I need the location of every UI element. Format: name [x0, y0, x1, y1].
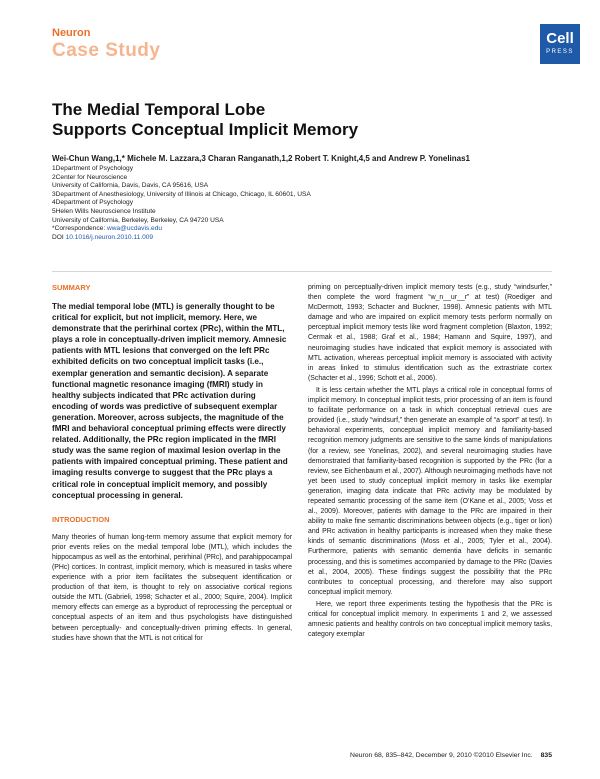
section-type: Case Study — [52, 40, 161, 61]
correspondence-label: *Correspondence: — [52, 225, 107, 233]
summary-heading: SUMMARY — [52, 283, 91, 292]
page-footer — [330, 752, 552, 759]
title-line-1: The Medial Temporal Lobe — [52, 100, 266, 119]
author-list: Wei-Chun Wang,1,* Michele M. Lazzara,3 Charan Ranganath,1,2 Robert T. Knight,4,5 and Andrew P. Yonelinas1 — [52, 154, 471, 163]
introduction-text: Many theories of human long-term memory assume that explicit memory for prior events relies on the medial temporal lobe (MTL), which includes the hippocampus as well as the entorhinal, perirhinal (PRc), and parahippocampal (PHc) cortices. In contrast, implicit memory, which is measured in tasks where experience with a prior item facilitates the subsequent identification or production of that item, is thought to rely on associative cortical regions outside the MTL (Gabrieli, 1998; Schacter et al., 2000; Squire, 2004). Implicit memory effects can emerge as a byproduct of reprocessing the perceptual or conceptual aspects of an item and thus psychologists have distinguished between perceptually- and conceptually-driven priming effects. In general, studies have shown that the MTL is not critical for — [52, 533, 292, 642]
affiliation-line: 5Helen Wills Neuroscience Institute — [52, 207, 156, 215]
affiliation-line: 4Department of Psychology — [52, 199, 133, 207]
logo-sub-text: PRESS — [546, 49, 574, 55]
doi-label: DOI — [52, 233, 66, 241]
journal-name: Neuron — [52, 27, 91, 39]
affiliation-line: University of California, Davis, Davis, CA 95616, USA — [52, 182, 209, 190]
cell-press-logo — [540, 24, 580, 64]
doi-link[interactable]: 10.1016/j.neuron.2010.11.009 — [65, 233, 154, 241]
body-paragraph-2: It is less certain whether the MTL plays a critical role in conceptual forms of implicit memory. In conceptual implicit tests, prior processing of an item is found to facilitate performance on a task in which conceptual retrieval cues are provided (i.e., study “windsurf,” then generate an example of “a sport” at test). In behavioral experiments, conceptual implicit memory and familiarity-based recognition memory judgments are sensitive to the same kinds of manipulations (for a review, see Yonelinas, 2002), and several neuroimaging studies have demonstrated that familiarity-based recognition is supported by the PRc (for a review, see Eichenbaum et al., 2007). Although neuroimaging methods have not yet been used to study conceptual implicit memory in tasks like exemplar generation, imaging data indicate that PRc activity may be modulated by repeated semantic processing of the same item (O’Kane et al., 2005; Voss et al., 2009). Moreover, patients with damage to the PRc are impaired in their ability to make fine semantic discriminations between objects (e.g., tiger or lion) and PRc activation in healthy participants is increased when they make these kinds of semantic discriminations (Moss et al., 2005; Tyler et al., 2004). Furthermore, patients with semantic dementia have deficits in semantic processing, and this is sometimes accompanied by damage to the PRc (Davies et al., 2004, 2005). These findings suggest the possibility that the PRc contributes to conceptual processing, and therefore may also support conceptual implicit memory. — [308, 386, 553, 596]
header-rule — [52, 271, 552, 272]
introduction-heading: INTRODUCTION — [52, 514, 110, 524]
page-number: 835 — [540, 752, 552, 759]
footer-citation: Neuron 68, 835–842, December 9, 2010 ©2010 Elsevier Inc. — [350, 752, 533, 759]
body-paragraph-1: priming on perceptually-driven implicit memory tests (e.g., study “windsurfer,” then complete the word fragment “w_n__ur__r” at test) (Roediger and McDermott, 1993; Schacter and Buckner, 1998). Amnesic patients with MTL damage and who are impaired on explicit memory tests perform normally on perceptual implicit memory tests like word fragment completion (Blaxton, 1992; Cermak et al., 1988; Graf et al., 1984; Hamann and Squire, 1997), and neuroimaging studies have indicated that explicit memory is associated with MTL activation, whereas perceptual implicit memory is associated with activity in areas linked to stimulus identification such as the extrastriate cortex (Schacter et al., 1996; Schott et al., 2006). — [308, 284, 552, 382]
affiliation-line: 3Department of Anesthesiology, University of Illinois at Chicago, Chicago, IL 60601, USA — [52, 190, 311, 198]
title-line-2: Supports Conceptual Implicit Memory — [52, 120, 359, 139]
affiliation-line: University of California, Berkeley, Berkeley, CA 94720 USA — [52, 216, 224, 224]
affiliations — [52, 165, 552, 242]
correspondence-email-link[interactable]: wwa@ucdavis.edu — [106, 225, 163, 233]
article-title — [52, 100, 502, 140]
left-column — [52, 283, 292, 644]
affiliation-line: 2Center for Neuroscience — [52, 173, 128, 181]
correspondence-line — [52, 225, 552, 234]
summary-text: The medial temporal lobe (MTL) is generally thought to be critical for explicit, but not implicit, memory. Here, we demonstrate that the perirhinal cortex (PRc), within the MTL, plays a role in conceptually-driven implicit memory. Amnesic patients with MTL lesions that converged on the left PRc exhibited deficits on two conceptual implicit tasks (i.e., exemplar generation and semantic decision). A separate functional magnetic resonance imaging (fMRI) study in healthy subjects indicated that PRc activation during encoding of words was predictive of subsequent exemplar generation. Moreover, across subjects, the magnitude of the fMRI and behavioral conceptual priming effects were directly related. Additionally, the PRc region implicated in the fMRI study was the same region of maximal lesion overlap in the patients with impaired conceptual priming. These patient and imaging results converge to suggest that the PRc plays a critical role in conceptual implicit memory, and possibly conceptual processing in general. — [52, 302, 288, 500]
affiliation-line: 1Department of Psychology — [52, 165, 133, 172]
doi-line — [52, 234, 552, 243]
right-column — [308, 283, 552, 640]
body-paragraph-3: Here, we report three experiments testing the hypothesis that the PRc is critical for conceptual implicit memory. In experiments 1 and 2, we assessed amnesic patients and healthy controls on two conceptual implicit memory tasks, category exemplar — [308, 600, 552, 639]
logo-main-text: Cell — [546, 30, 574, 47]
